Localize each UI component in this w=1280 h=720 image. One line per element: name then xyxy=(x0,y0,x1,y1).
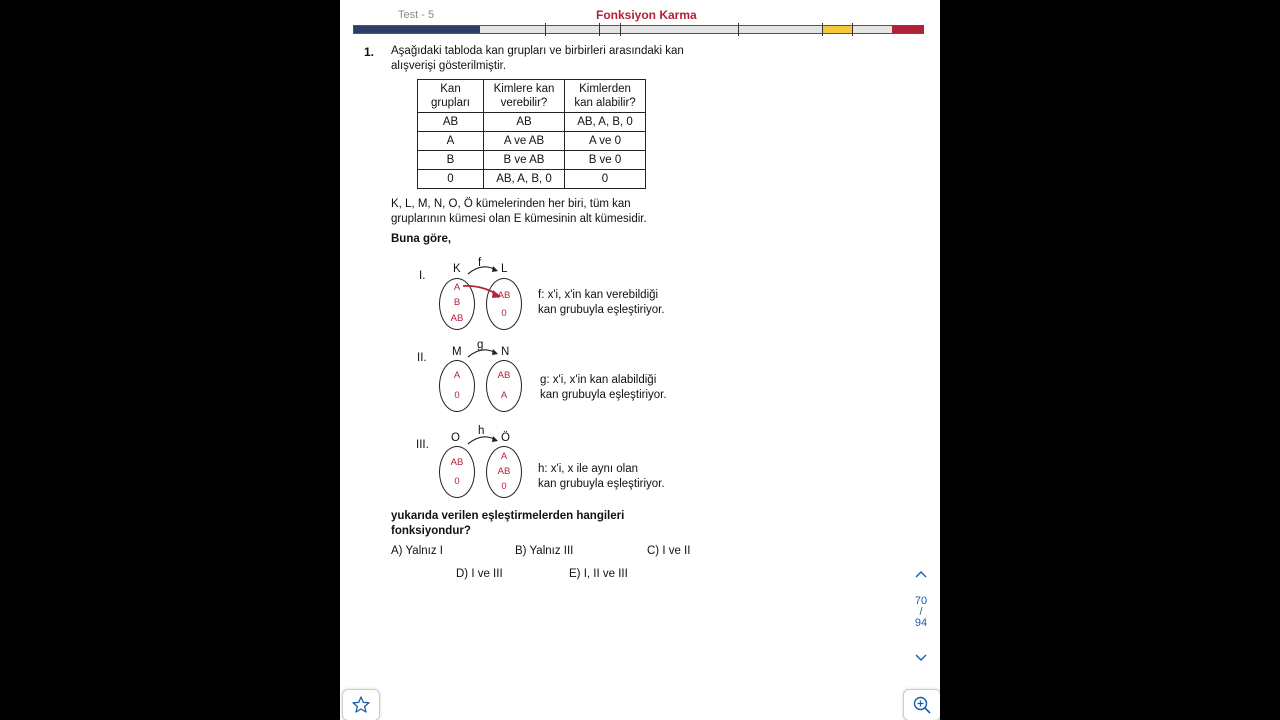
set-label: N xyxy=(501,346,510,358)
function-arrow xyxy=(466,262,502,276)
progress-segment-red xyxy=(892,26,924,33)
set-element: AB xyxy=(497,466,511,477)
set-element: B xyxy=(453,297,461,308)
progress-bar xyxy=(353,25,924,34)
diagram-description: g: x'i, x'in kan alabildiği kan grubuyla eşleştiriyor. xyxy=(540,374,667,401)
star-icon xyxy=(351,695,371,715)
table-row xyxy=(418,170,646,189)
set-ellipse xyxy=(486,360,522,412)
intro-line: alışverişi gösterilmiştir. xyxy=(391,60,507,72)
table-cell: B ve 0 xyxy=(565,151,646,170)
roman-numeral: II. xyxy=(417,352,427,364)
table-cell: 0 xyxy=(565,170,646,189)
set-element: A xyxy=(500,390,508,401)
set-label: K xyxy=(453,263,461,275)
table-cell: AB, A, B, 0 xyxy=(565,113,646,132)
set-element: AB xyxy=(497,370,511,381)
set-element: 0 xyxy=(501,481,507,492)
option-b[interactable]: B) Yalnız III xyxy=(515,545,574,557)
set-label: M xyxy=(452,346,462,358)
function-label: g xyxy=(477,339,484,351)
previous-page-button[interactable] xyxy=(914,566,928,582)
set-ellipse xyxy=(439,360,475,412)
sets-line: gruplarının kümesi olan E kümesinin alt kümesidir. xyxy=(391,213,647,225)
table-header-cell: Kimlerden kan alabilir? xyxy=(565,80,646,113)
set-element: AB xyxy=(497,290,511,301)
set-element: A xyxy=(453,370,461,381)
total-pages: 94 xyxy=(914,617,928,629)
table-row xyxy=(418,113,646,132)
table-cell: AB xyxy=(418,113,484,132)
progress-tick xyxy=(545,23,546,36)
function-arrow xyxy=(466,345,502,359)
progress-tick xyxy=(599,23,600,36)
progress-tick xyxy=(620,23,621,36)
table-cell: A ve AB xyxy=(484,132,565,151)
buna-gore: Buna göre, xyxy=(391,233,452,245)
set-label: O xyxy=(451,432,460,444)
document-page xyxy=(340,0,940,720)
chevron-down-icon xyxy=(914,653,928,663)
option-a[interactable]: A) Yalnız I xyxy=(391,545,443,557)
set-element: AB xyxy=(450,457,464,468)
next-page-button[interactable] xyxy=(914,650,928,666)
roman-numeral: I. xyxy=(419,270,426,282)
sets-line: K, L, M, N, O, Ö kümelerinden her biri, tüm kan xyxy=(391,198,631,210)
current-page: 70 xyxy=(914,595,928,607)
function-label: h xyxy=(478,425,485,437)
page-indicator xyxy=(906,595,936,629)
test-label: Test - 5 xyxy=(398,9,435,21)
option-e[interactable]: E) I, II ve III xyxy=(569,568,628,580)
diagram-description: f: x'i, x'in kan verebildiği kan grubuyla eşleştiriyor. xyxy=(538,289,665,316)
diagram-description: h: x'i, x ile aynı olan kan grubuyla eşleştiriyor. xyxy=(538,463,665,490)
question-intro xyxy=(391,44,684,74)
set-element: 0 xyxy=(454,476,460,487)
set-ellipse xyxy=(439,446,475,498)
function-arrow xyxy=(466,432,502,446)
option-c[interactable]: C) I ve II xyxy=(647,545,691,557)
chevron-up-icon xyxy=(914,569,928,579)
set-element: A xyxy=(500,451,508,462)
table-cell: AB, A, B, 0 xyxy=(484,170,565,189)
blood-group-table xyxy=(417,79,646,189)
table-header-cell: Kimlere kan verebilir? xyxy=(484,80,565,113)
table-row xyxy=(418,132,646,151)
table-header-row xyxy=(418,80,646,113)
table-cell: A xyxy=(418,132,484,151)
progress-segment-navy xyxy=(354,26,480,33)
zoom-in-icon xyxy=(912,695,932,715)
intro-line: Aşağıdaki tabloda kan grupları ve birbirleri arasındaki kan xyxy=(391,45,684,57)
progress-segment-yellow xyxy=(822,26,852,33)
progress-tick xyxy=(738,23,739,36)
page-title: Fonksiyon Karma xyxy=(596,8,697,22)
table-row xyxy=(418,151,646,170)
page-separator: / xyxy=(919,606,923,618)
mapping-arrow xyxy=(460,283,504,301)
question-prompt: yukarıda verilen eşleştirmelerden hangileri fonksiyondur? xyxy=(391,510,625,537)
table-cell: B ve AB xyxy=(484,151,565,170)
table-header-cell: Kan grupları xyxy=(418,80,484,113)
set-element: AB xyxy=(450,313,464,324)
sets-description xyxy=(391,197,647,227)
set-label: L xyxy=(501,263,508,275)
table-cell: 0 xyxy=(418,170,484,189)
function-label: f xyxy=(478,257,482,269)
progress-tick xyxy=(822,23,823,36)
table-cell: A ve 0 xyxy=(565,132,646,151)
progress-tick xyxy=(852,23,853,36)
set-element: 0 xyxy=(454,390,460,401)
zoom-in-button[interactable] xyxy=(903,689,940,720)
option-d[interactable]: D) I ve III xyxy=(456,568,503,580)
table-cell: B xyxy=(418,151,484,170)
set-label: Ö xyxy=(501,432,510,444)
roman-numeral: III. xyxy=(416,439,429,451)
bookmark-button[interactable] xyxy=(342,689,380,720)
question-number: 1. xyxy=(364,45,375,59)
set-element: A xyxy=(453,282,461,293)
table-cell: AB xyxy=(484,113,565,132)
set-element: 0 xyxy=(501,308,507,319)
